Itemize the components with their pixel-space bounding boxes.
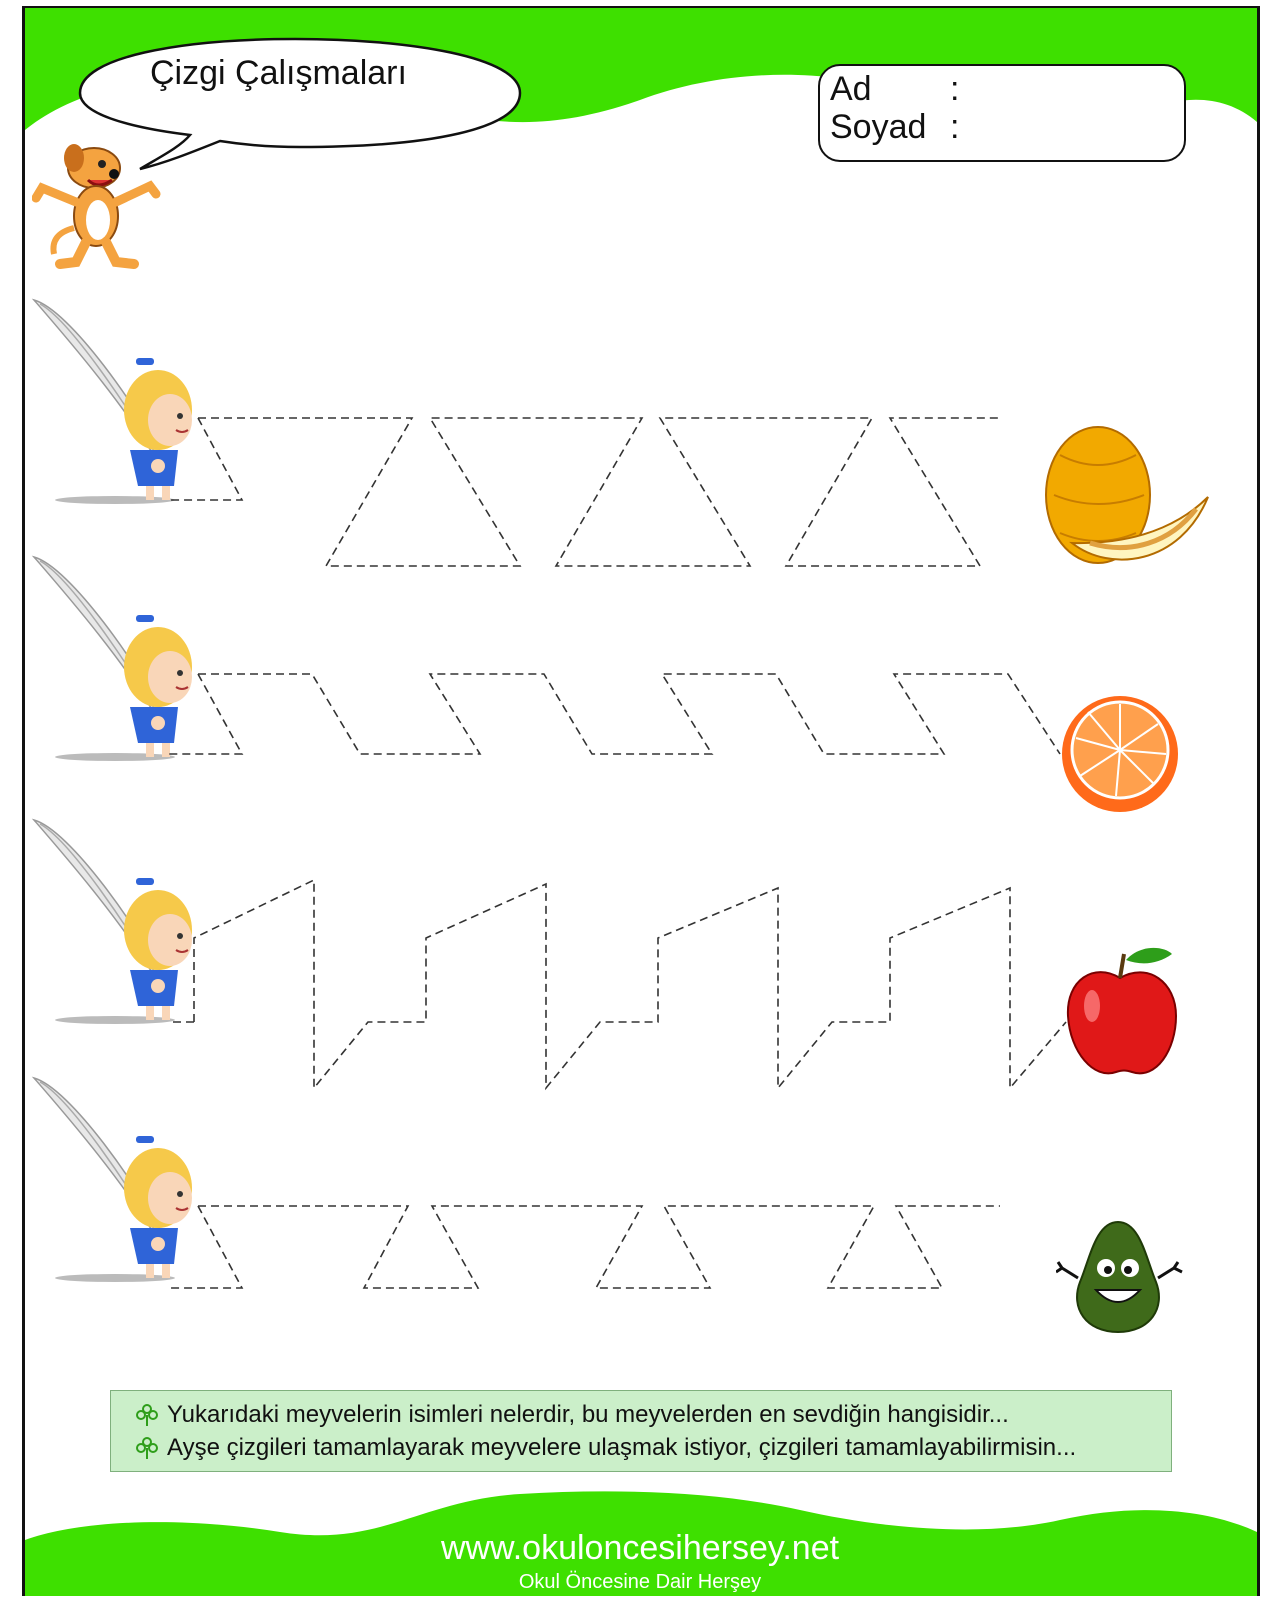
footer-url: www.okuloncesihersey.net [440,1529,840,1567]
clover-bullet-icon [135,1436,159,1460]
melon-icon [1040,425,1220,575]
row4-tracing-path [198,1206,1000,1288]
surname-colon: : [950,108,960,146]
row2-tracing-path [198,674,1060,754]
instruction-text-2: Ayşe çizgileri tamamlayarak meyvelere ulaşmak istiyor, çizgileri tamamlayabilirmisin... [167,1434,1077,1461]
row1-tracing-path [198,418,1000,566]
name-label: Ad [830,70,872,108]
instruction-text-1: Yukarıdaki meyvelerin isimleri nelerdir, bu meyvelerden en sevdiğin hangisidir... [167,1401,1009,1428]
row2-tracing-path [168,674,242,754]
instructions-panel [110,1390,1172,1472]
row1-tracing-path [168,418,242,500]
footer-subtitle: Okul Öncesine Dair Herşey [518,1571,762,1593]
name-colon: : [950,70,960,108]
orange-icon [1058,692,1184,818]
row4-tracing-path [168,1206,242,1288]
apple-icon [1064,944,1184,1084]
clover-bullet-icon [135,1403,159,1427]
instruction-line-2 [135,1434,1076,1462]
instruction-line-1 [135,1401,1009,1429]
page-title: Çizgi Çalışmaları [150,54,407,92]
row3-tracing-path [194,880,1066,1088]
avocado-icon [1056,1218,1186,1338]
surname-label: Soyad [830,108,927,146]
